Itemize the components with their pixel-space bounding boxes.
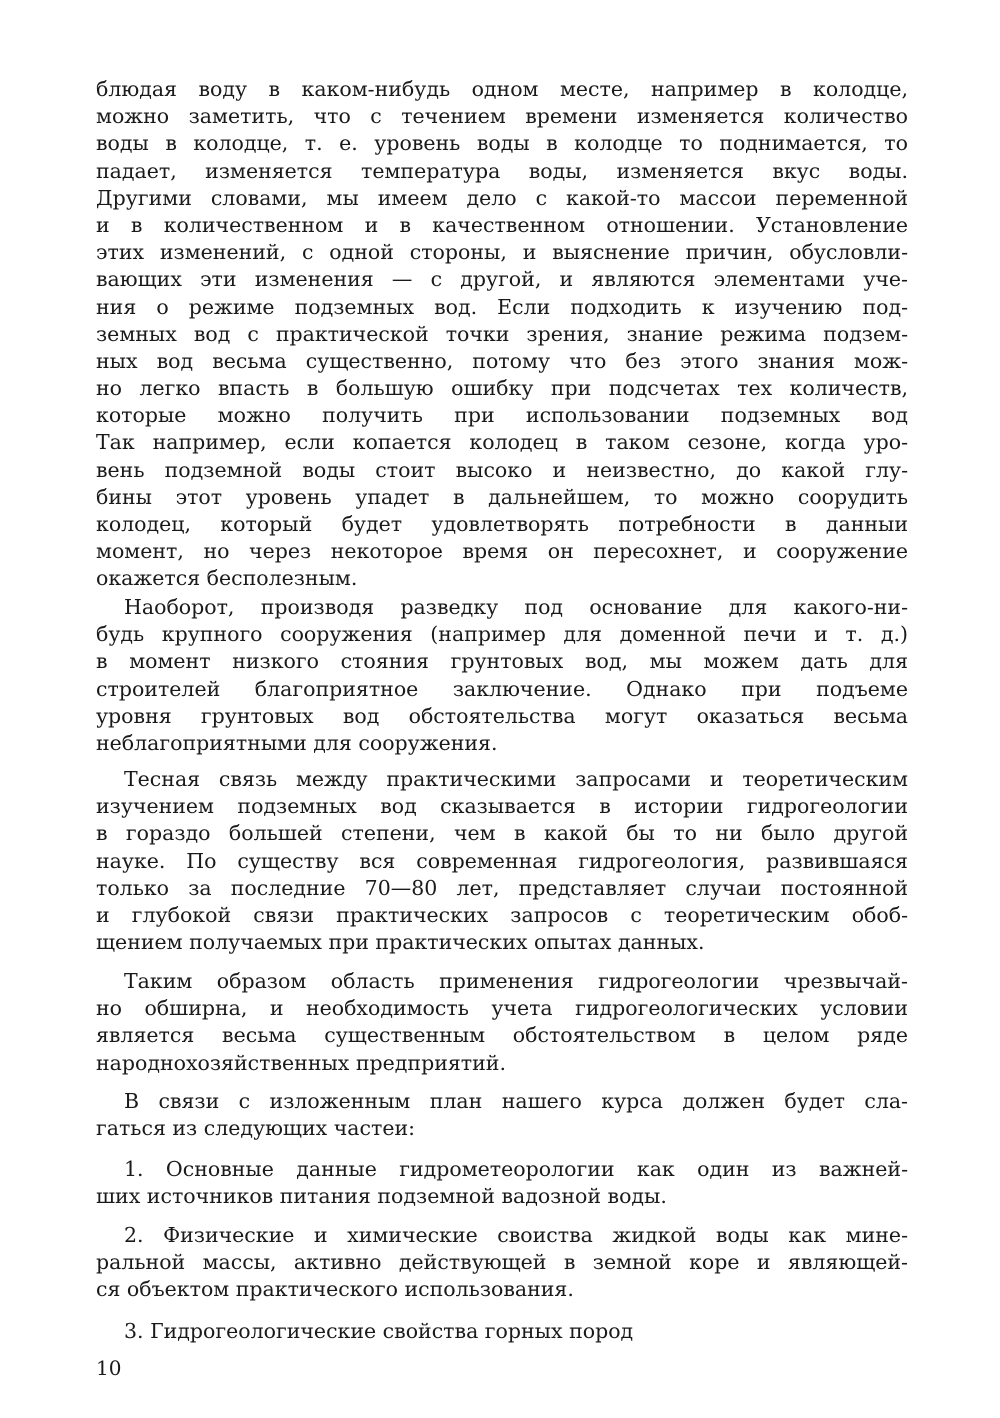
text-line: этих изменений, с одной стороны, и выяснение причин, обусловли- — [96, 240, 908, 265]
text-line: момент, но через некоторое время он пересохнет, и сооружение — [96, 539, 908, 564]
text-line: Наоборот, производя разведку под основание для какого-ни- — [124, 595, 908, 619]
text-line: которые можно получить при использовании подземных вод — [96, 403, 908, 428]
text-line: но обширна, и необходимость учета гидрогеологических условии — [96, 996, 908, 1021]
paragraph — [96, 76, 908, 593]
paragraph — [96, 594, 908, 757]
paragraph — [96, 766, 908, 956]
text-line: окажется бесполезным. — [96, 566, 358, 591]
text-line: и в количественном и в качественном отношении. Установление — [96, 212, 908, 237]
text-line: ральной массы, активно действующей в земной коре и являющей- — [96, 1250, 908, 1275]
text-line: вень подземной воды стоит высоко и неизвестно, до какой глу- — [96, 457, 908, 482]
text-line: гаться из следующих частеи: — [96, 1116, 416, 1141]
paragraph — [96, 1222, 908, 1304]
text-line: неблагоприятными для сооружения. — [96, 730, 498, 755]
text-line: В связи с изложенным план нашего курса должен будет сла- — [124, 1089, 908, 1113]
text-line: но легко впасть в большую ошибку при подсчетах тех количеств, — [96, 376, 908, 401]
text-line: только за последние 70—80 лет, представляет случаи постоянной — [96, 875, 908, 900]
text-line: в момент низкого стояния грунтовых вод, мы можем дать для — [96, 649, 908, 674]
text-line: строителей благоприятное заключение. Однако при подъеме — [96, 676, 908, 701]
text-line: ших источников питания подземной вадозной воды. — [96, 1184, 667, 1209]
text-line: Так например, если копается колодец в таком сезоне, когда уро- — [96, 430, 908, 455]
text-line: колодец, который будет удовлетворять потребности в данныи — [96, 512, 908, 536]
paragraph — [96, 1318, 908, 1345]
text-line: 1. Основные данные гидрометеорологии как один из важней- — [124, 1157, 908, 1181]
text-line: ных вод весьма существенно, потому что без этого знания мож- — [96, 348, 908, 373]
text-line: земных вод с практической точки зрения, знание режима подзем- — [96, 321, 908, 346]
text-line: падает, изменяется температура воды, изменяется вкус воды. — [96, 158, 908, 183]
text-line: является весьма существенным обстоятельством в целом ряде — [96, 1023, 908, 1048]
text-line: бины этот уровень упадет в дальнейшем, то можно соорудить — [96, 484, 908, 509]
text-line: воды в колодце, т. е. уровень воды в колодце то поднимается, то — [96, 131, 908, 156]
text-line: блюдая воду в каком-нибудь одном месте, например в колодце, — [96, 77, 908, 101]
text-line: 2. Физические и химические своиства жидкой воды как мине- — [124, 1223, 908, 1247]
text-line: ния о режиме подземных вод. Если подходить к изучению под- — [96, 294, 908, 319]
text-line: щением получаемых при практических опытах данных. — [96, 930, 705, 955]
text-line: науке. По существу вся современная гидрогеология, развившаяся — [96, 848, 908, 873]
body-text — [96, 0, 908, 1343]
text-line: Другими словами, мы имеем дело с какой-то массои переменной — [96, 185, 908, 210]
text-line: 3. Гидрогеологические свойства горных пород — [124, 1319, 634, 1343]
text-line: и глубокой связи практических запросов с теоретическим обоб- — [96, 902, 908, 927]
text-line: Тесная связь между практическими запросами и теоретическим — [124, 767, 908, 791]
text-line: будь крупного сооружения (например для доменной печи и т. д.) — [96, 622, 908, 647]
paragraph — [96, 1088, 908, 1142]
text-line: можно заметить, что с течением времени изменяется количество — [96, 104, 908, 129]
text-line: вающих эти изменения — с другой, и являются элементами уче- — [96, 267, 908, 292]
paragraph — [96, 1156, 908, 1210]
text-line: уровня грунтовых вод обстоятельства могут оказаться весьма — [96, 703, 908, 728]
text-line: Таким образом область применения гидрогеологии чрезвычай- — [124, 969, 908, 993]
text-line: в гораздо большей степени, чем в какой бы то ни было другой — [96, 821, 908, 846]
text-line: народнохозяйственных предприятий. — [96, 1050, 506, 1075]
paragraph — [96, 968, 908, 1077]
text-line: ся объектом практического использования. — [96, 1277, 574, 1302]
text-line: изучением подземных вод сказывается в истории гидрогеологии — [96, 794, 908, 819]
page-number: 10 — [96, 1356, 122, 1380]
